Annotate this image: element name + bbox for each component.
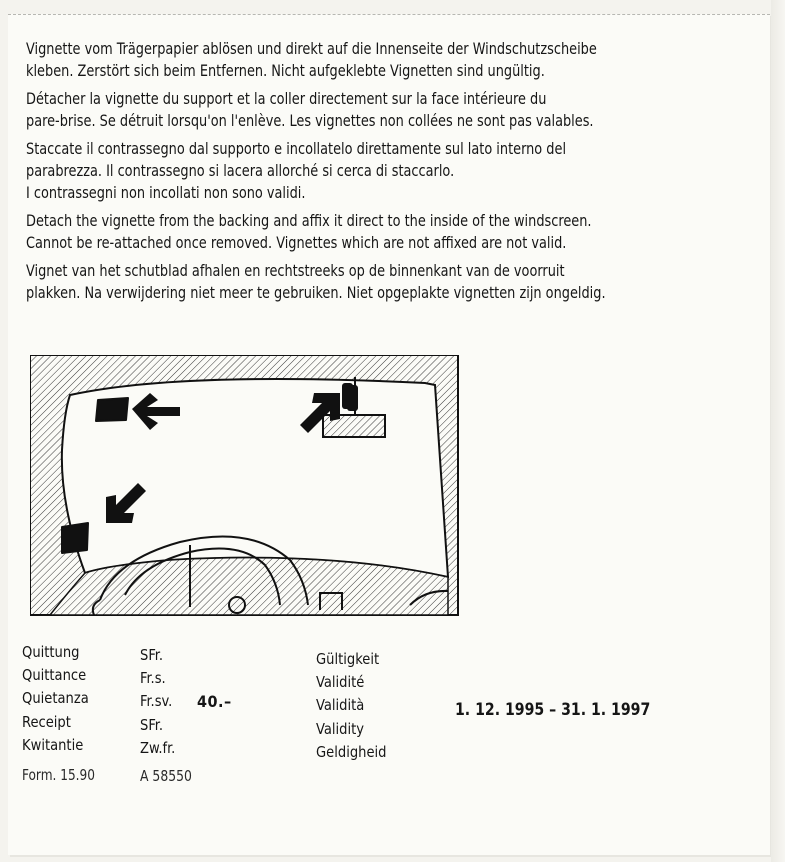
instruction-de: Vignette vom Trägerpapier ablösen und direkt auf die Innenseite der Windschutzscheibe kleben. Zerstört sich beim Entfernen. Nicht aufgeklebte Vignetten sind ungültig. xyxy=(26,40,597,80)
currency-label: Zw.fr. xyxy=(140,738,176,757)
instruction-en: Detach the vignette from the backing and affix it direct to the inside of the windscreen. Cannot be re-attached once removed. Vignettes which are not affixed are not valid. xyxy=(26,212,592,252)
currency-label: SFr. xyxy=(140,715,164,734)
currency-label: SFr. xyxy=(140,646,164,664)
receipt-label: Quietanza xyxy=(22,689,89,708)
validity-label: Validité xyxy=(316,673,365,692)
validity-label: Validità xyxy=(316,696,365,715)
receipt-label: Quittance xyxy=(22,666,87,685)
receipt-label: Quittung xyxy=(22,643,80,661)
validity-period: 1. 12. 1995 – 31. 1. 1997 xyxy=(455,700,651,719)
validity-label: Gültigkeit xyxy=(316,650,380,668)
currency-label: Fr.s. xyxy=(140,669,166,688)
receipt-labels xyxy=(22,641,89,757)
windshield-diagram xyxy=(30,355,460,617)
validity-label: Validity xyxy=(316,719,365,738)
instruction-fr: Détacher la vignette du support et la coller directement sur la face intérieure du pare-brise. Se détruit lorsqu'on l'enlève. Les vignettes non collées ne sont pas valables. xyxy=(26,90,594,130)
instructions-block xyxy=(26,38,702,310)
validity-label: Geldigheid xyxy=(316,742,387,761)
receipt-label: Kwitantie xyxy=(22,735,84,754)
paper-edge xyxy=(771,0,785,862)
validity-labels xyxy=(316,648,387,764)
receipt-label: Receipt xyxy=(22,712,71,731)
amount-value: 40.– xyxy=(197,692,232,711)
form-number: Form. 15.90 xyxy=(22,766,95,784)
currency-label: Fr.sv. xyxy=(140,692,173,711)
windshield-icon xyxy=(30,355,460,617)
currency-labels xyxy=(140,644,175,760)
instruction-nl: Vignet van het schutblad afhalen en rechtstreeks op de binnenkant van de voorruit plakken. Na verwijdering niet meer te gebruiken. Niet opgeplakte vignetten zijn ongeldig. xyxy=(26,262,606,302)
instruction-it: Staccate il contrassegno dal supporto e incollatelo direttamente sul lato interno del parabrezza. Il contrassegno si lacera allorché si cerca di staccarlo. I contrassegni non incollati non sono validi. xyxy=(26,140,567,202)
serial-number: A 58550 xyxy=(140,767,192,785)
